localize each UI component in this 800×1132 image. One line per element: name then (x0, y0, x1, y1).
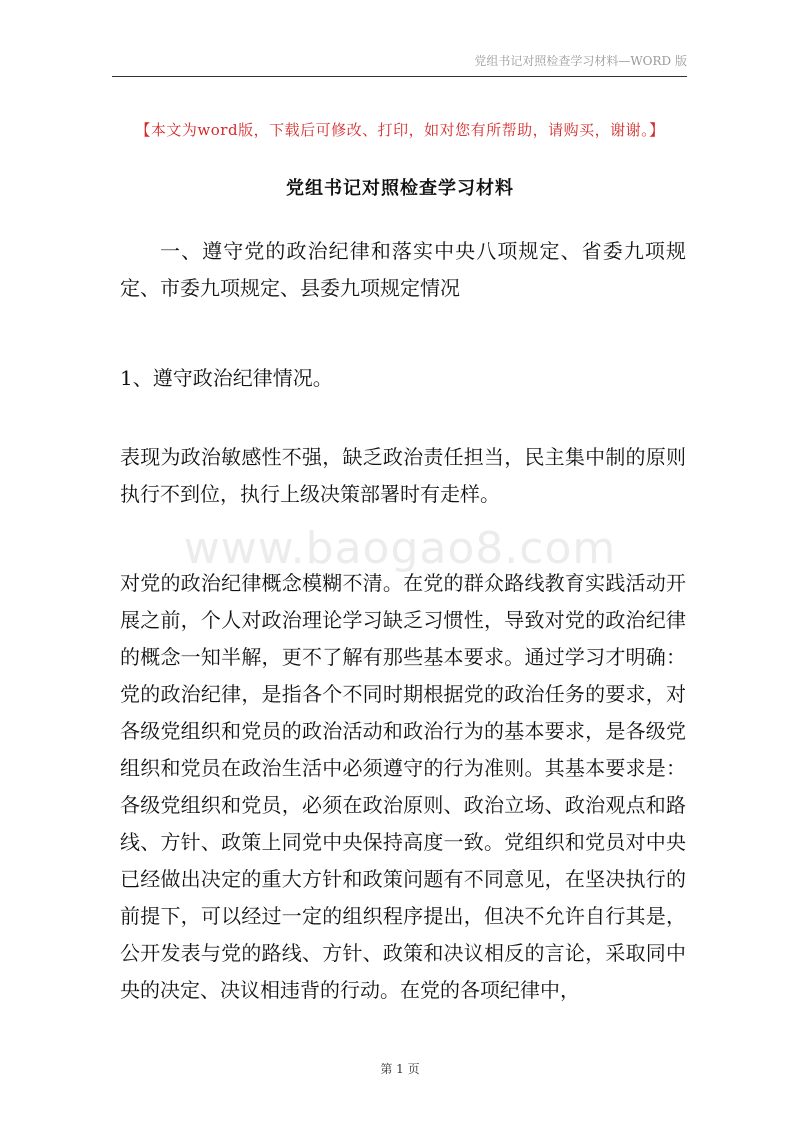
purchase-notice: 【本文为word版，下载后可修改、打印，如对您有所帮助，请购买，谢谢。】 (135, 121, 665, 139)
page-header (112, 52, 687, 77)
summary-paragraph (120, 439, 686, 513)
watermark: www.baogao8.com (183, 523, 617, 574)
subsection-heading-1 (120, 360, 686, 397)
running-title: 党组书记对照检查学习材料—WORD 版 (474, 54, 687, 68)
paragraph: 一、遵守党的政治纪律和落实中央八项规定、省委九项规定、市委九项规定、县委九项规定情况 (120, 239, 686, 300)
document-title: 党组书记对照检查学习材料 (286, 178, 514, 199)
paragraph: 表现为政治敏感性不强，缺乏政治责任担当，民主集中制的原则执行不到位，执行上级决策部署时有走样。 (120, 445, 686, 506)
paragraph: 对党的政治纪律概念模糊不清。在党的群众路线教育实践活动开展之前，个人对政治理论学习缺乏习惯性，导致对党的政治纪律的概念一知半解，更不了解有那些基本要求。通过学习才明确：党的政治纪律，是指各个不同时期根据党的政治任务的要求，对各级党组织和党员的政治活动和政治行为的基本要求，是各级党组织和党员在政治生活中必须遵守的行为准则。其基本要求是：各级党组织和党员，必须在政治原则、政治立场、政治观点和路线、方针、政策上同党中央保持高度一致。党组织和党员对中央已经做出决定的重大方针和政策问题有不同意见，在坚决执行的前提下，可以经过一定的组织程序提出，但决不允许自行其是，公开发表与党的路线、方针、政策和决议相反的言论，采取同中央的决定、决议相违背的行动。在党的各项纪律中， (120, 571, 686, 1002)
section-heading-1 (120, 233, 686, 307)
paragraph: 1、遵守政治纪律情况。 (120, 366, 333, 390)
body-paragraph (120, 565, 686, 1009)
page-number: 第 1 页 (380, 1062, 420, 1076)
